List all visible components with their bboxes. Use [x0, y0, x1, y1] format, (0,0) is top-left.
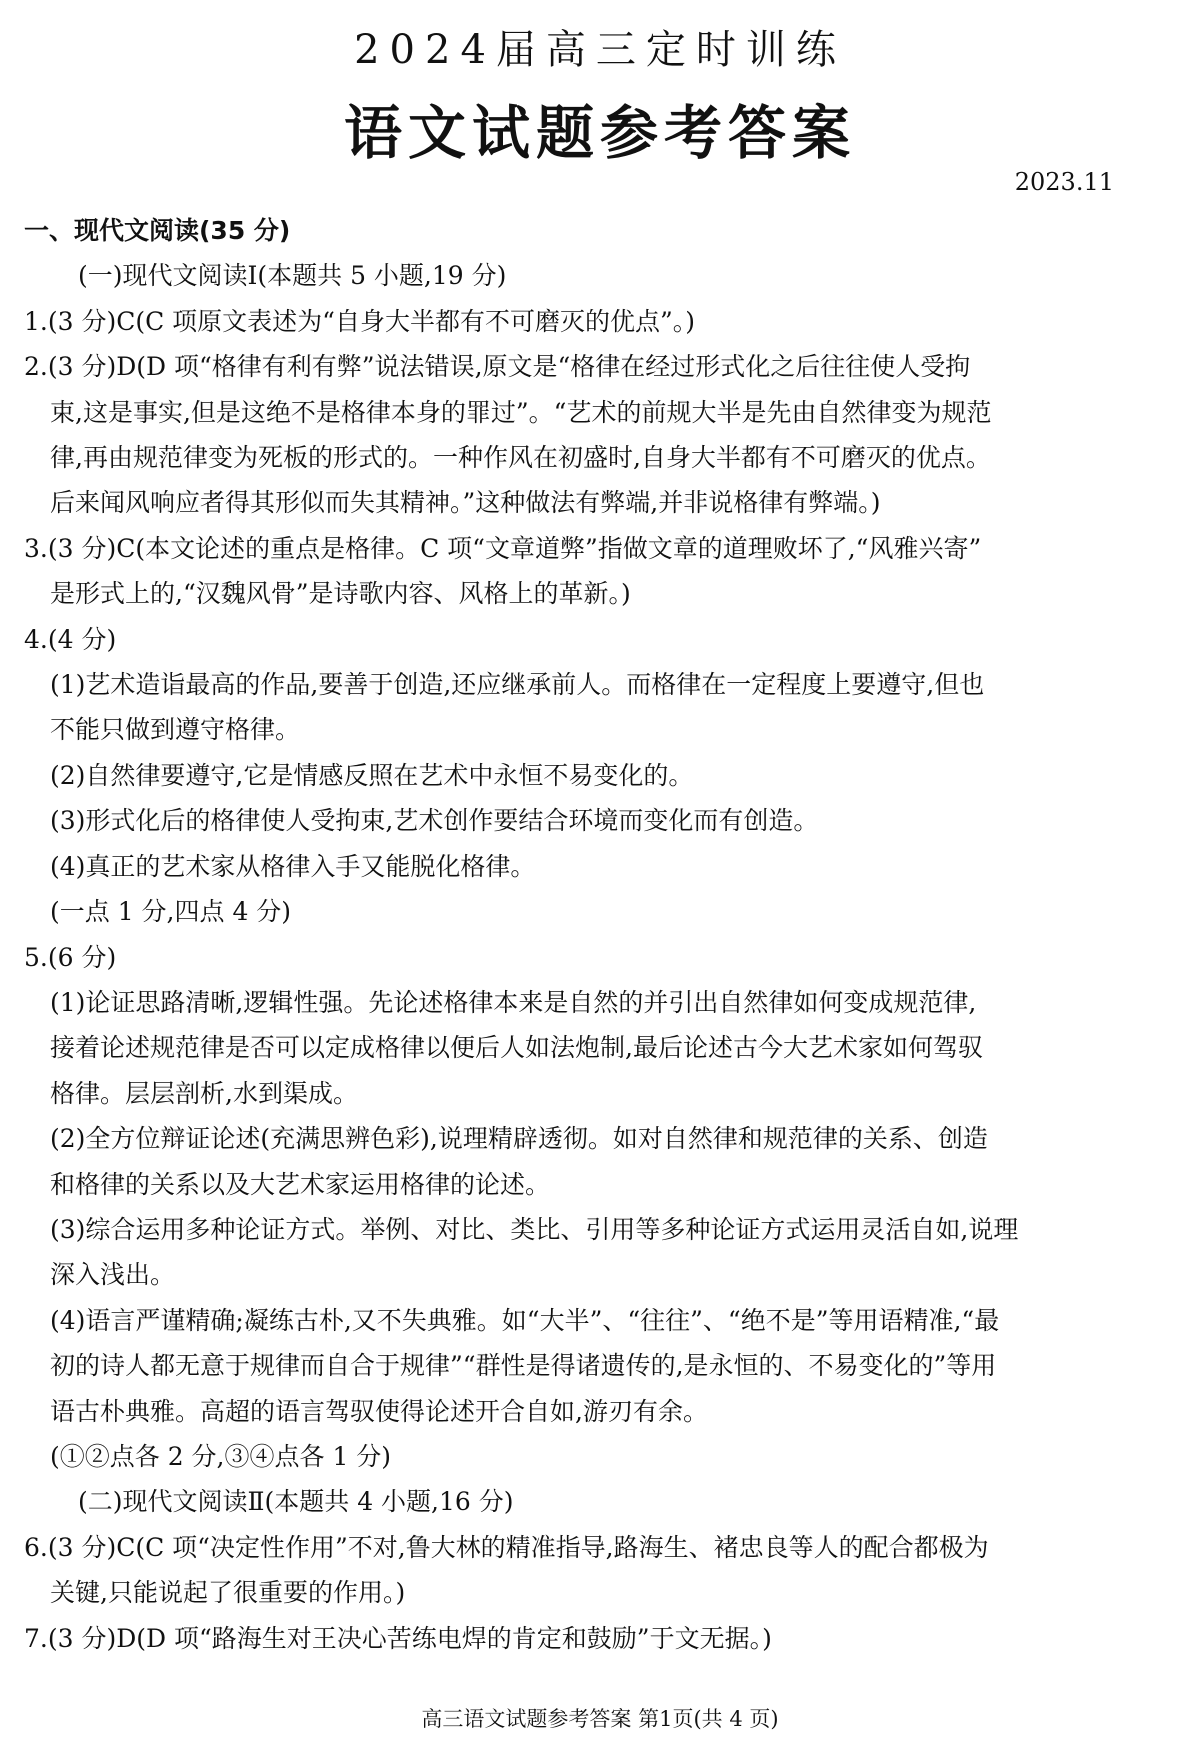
document-date: 2023.11	[1014, 168, 1114, 196]
answer-line: 是形式上的,“汉魏风骨”是诗歌内容、风格上的革新。)	[50, 579, 631, 609]
answer-line: 5.(6 分)	[24, 942, 117, 972]
answer-line: (3)综合运用多种论证方式。举例、对比、类比、引用等多种论证方式运用灵活自如,说理	[50, 1214, 1019, 1244]
answer-line: 7.(3 分)D(D 项“路海生对王决心苦练电焊的肯定和鼓励”于文无据。)	[24, 1623, 772, 1653]
answer-line: (①②点各 2 分,③④点各 1 分)	[50, 1441, 392, 1471]
answer-line: (2)自然律要遵守,它是情感反照在艺术中永恒不易变化的。	[50, 760, 694, 790]
answer-line: (2)全方位辩证论述(充满思辨色彩),说理精辟透彻。如对自然律和规范律的关系、创造	[50, 1124, 988, 1154]
answer-line: 束,这是事实,但是这绝不是格律本身的罪过”。“艺术的前规大半是先由自然律变为规范	[50, 397, 992, 427]
answer-line: 和格律的关系以及大艺术家运用格律的论述。	[50, 1169, 551, 1199]
answer-line: 2.(3 分)D(D 项“格律有利有弊”说法错误,原文是“格律在经过形式化之后往往使人受拘	[24, 352, 971, 382]
answer-line: (1)论证思路清晰,逻辑性强。先论述格律本来是自然的并引出自然律如何变成规范律,	[50, 987, 977, 1017]
answer-line: (1)艺术造诣最高的作品,要善于创造,还应继承前人。而格律在一定程度上要遵守,但也	[50, 670, 985, 700]
answer-line: 不能只做到遵守格律。	[50, 715, 301, 745]
page-footer: 高三语文试题参考答案 第1页(共 4 页)	[421, 1707, 779, 1731]
answer-line: (3)形式化后的格律使人受拘束,艺术创作要结合环境而变化而有创造。	[50, 806, 819, 836]
answer-line: 深入浅出。	[50, 1260, 176, 1290]
section-heading: 一、现代文阅读(35 分)	[24, 216, 291, 245]
answer-line: (4)语言严谨精确;凝练古朴,又不失典雅。如“大半”、“往往”、“绝不是”等用语精准,“最	[50, 1305, 1000, 1335]
answer-line: 6.(3 分)C(C 项“决定性作用”不对,鲁大林的精准指导,路海生、褚忠良等人的配合都极为	[24, 1532, 989, 1562]
answer-line: 关键,只能说起了很重要的作用。)	[50, 1578, 406, 1608]
answer-line: 格律。层层剖析,水到渠成。	[50, 1078, 358, 1108]
document-title: 语文试题参考答案	[343, 99, 856, 167]
answer-line: 律,再由规范律变为死板的形式的。一种作风在初盛时,自身大半都有不可磨灭的优点。	[50, 443, 991, 473]
subsection-heading: (二)现代文阅读Ⅱ(本题共 4 小题,16 分)	[78, 1487, 514, 1517]
answer-line: 语古朴典雅。高超的语言驾驭使得论述开合自如,游刃有余。	[50, 1396, 708, 1426]
answer-line: 3.(3 分)C(本文论述的重点是格律。C 项“文章道弊”指做文章的道理败坏了,“风雅兴寄”	[24, 533, 982, 563]
answer-line: (一点 1 分,四点 4 分)	[50, 897, 292, 927]
subsection-heading: (一)现代文阅读Ⅰ(本题共 5 小题,19 分)	[78, 261, 507, 291]
answer-line: (4)真正的艺术家从格律入手又能脱化格律。	[50, 851, 536, 881]
answer-line: 接着论述规范律是否可以定成格律以便后人如法炮制,最后论述古今大艺术家如何驾驭	[50, 1033, 983, 1063]
answer-line: 初的诗人都无意于规律而自合于规律”“群性是得诸遗传的,是永恒的、不易变化的”等用	[50, 1351, 997, 1381]
answer-line: 1.(3 分)C(C 项原文表述为“自身大半都有不可磨灭的优点”。)	[24, 306, 695, 336]
answer-body	[24, 208, 1176, 1661]
answer-line: 后来闻风响应者得其形似而失其精神。”这种做法有弊端,并非说格律有弊端。)	[50, 488, 881, 518]
answer-line: 4.(4 分)	[24, 624, 117, 654]
exam-title: 2024届高三定时训练	[354, 27, 846, 73]
